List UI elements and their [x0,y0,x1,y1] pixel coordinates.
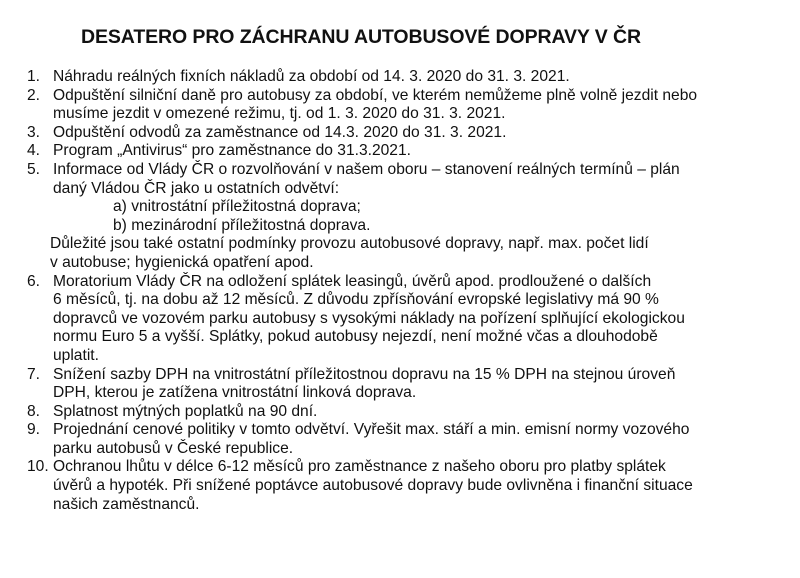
list-item-text [53,458,787,514]
document-title: DESATERO PRO ZÁCHRANU AUTOBUSOVÉ DOPRAVY V ČR [81,26,641,48]
note-line: Důležité jsou také ostatní podmínky provozu autobusové dopravy, např. max. počet lidí [50,235,649,253]
list-item-text [53,421,787,458]
list-item-7 [27,366,787,403]
list-item-text [53,142,787,161]
list-item-number: 10. [27,458,49,476]
list-item-5 [27,161,787,273]
text-line: Projednání cenové politiky v tomto odvětví. Vyřešit max. stáří a min. emisní normy vozového [53,421,690,439]
list-item-4 [27,142,787,161]
list-item-number: 7. [27,365,41,383]
list-item-text [53,273,787,366]
text-line: úvěrů a hypoték. Při snížené poptávce autobusové dopravy bude ovlivněna i finanční situace [53,477,693,495]
numbered-list [27,68,787,514]
text-line: daný Vládou ČR jako u ostatních odvětví: [53,179,340,197]
list-item-number: 8. [27,402,41,420]
list-item-number: 2. [27,86,41,104]
text-line: musíme jezdit v omezené režimu, tj. od 1. 3. 2020 do 31. 3. 2021. [53,105,506,123]
text-line: Informace od Vlády ČR o rozvolňování v našem oboru – stanovení reálných termínů – plán [53,160,680,178]
list-item-text [53,87,787,124]
text-line: Moratorium Vlády ČR na odložení splátek leasingů, úvěrů apod. prodloužené o dalších [53,272,652,290]
list-item-number: 3. [27,123,41,141]
list-item-text [53,124,787,143]
list-item-text [53,366,787,403]
list-item-9 [27,421,787,458]
text-line: Splatnost mýtných poplatků na 90 dní. [53,402,318,420]
text-line: Program „Antivirus“ pro zaměstnance do 31.3.2021. [53,142,411,160]
note-line: v autobuse; hygienická opatření apod. [50,253,314,271]
sub-item-b: b) mezinárodní příležitostná doprava. [113,216,371,234]
text-line: parku autobusů v České republice. [53,439,294,457]
text-line: Odpuštění odvodů za zaměstnance od 14.3. 2020 do 31. 3. 2021. [53,123,507,141]
list-item-number: 5. [27,160,41,178]
text-line: Odpuštění silniční daně pro autobusy za období, ve kterém nemůžeme plně volně jezdit nebo [53,86,698,104]
list-item-6 [27,273,787,366]
list-item-2 [27,87,787,124]
list-item-number: 6. [27,272,41,290]
list-item-text [53,68,787,87]
list-item-3 [27,124,787,143]
list-item-text [53,403,787,422]
text-line: normu Euro 5 a vyšší. Splátky, pokud autobusy nejezdí, není možné včas a dlouhodobě [53,328,658,346]
list-item-number: 9. [27,421,41,439]
list-item-8 [27,403,787,422]
text-line: našich zaměstnanců. [53,495,200,513]
text-line: uplatit. [53,346,99,364]
text-line: Náhradu reálných fixních nákladů za období od 14. 3. 2020 do 31. 3. 2021. [53,68,570,85]
text-line: Snížení sazby DPH na vnitrostátní příležitostnou dopravu na 15 % DPH na stejnou úroveň [53,365,676,383]
list-item-1 [27,68,787,87]
list-item-number: 4. [27,142,41,160]
list-item-number: 1. [27,68,41,85]
list-item-text [50,160,787,273]
list-item-10 [27,458,787,514]
text-line: dopravců ve vozovém parku autobusy s vysokými náklady na pořízení splňující ekologickou [53,309,685,327]
sub-item-a: a) vnitrostátní příležitostná doprava; [113,198,361,216]
text-line: 6 měsíců, tj. na dobu až 12 měsíců. Z důvodu zpřísňování evropské legislativy má 90 % [53,291,659,309]
text-line: Ochranou lhůtu v délce 6-12 měsíců pro zaměstnance z našeho oboru pro platby splátek [53,458,666,476]
text-line: DPH, kterou je zatížena vnitrostátní linková doprava. [53,384,417,402]
